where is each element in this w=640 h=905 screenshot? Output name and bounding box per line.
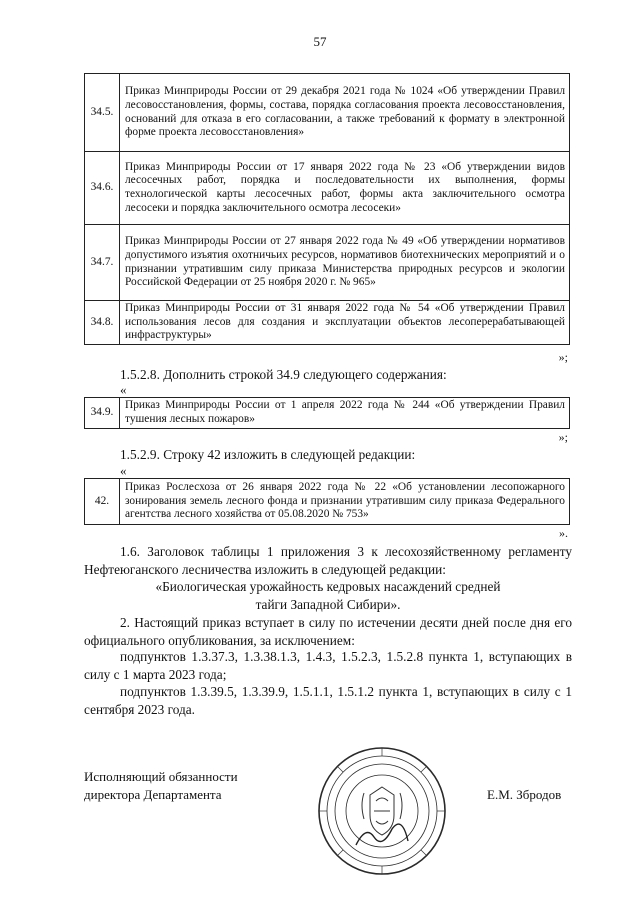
closing-quote: »; [558,350,568,364]
paragraph-1529: 1.5.2.9. Строку 42 изложить в следующей редакции: [120,447,416,462]
page-number: 57 [313,34,327,49]
paragraph-16: 1.6. Заголовок таблицы 1 приложения 3 к лесохозяйственному регламенту Нефтеюганского лесничества изложить в следующей редакции: [84,544,572,577]
row-text: Приказ Минприроды России от 17 января 2022 года № 23 «Об утверждении видов лесосечных работ, порядка и последовательности их выполнения, формы технологической карты лесосечных работ, формы акта заключительного осмотра лесосеки и порядка заключительного осмотра лесосеки» [120,152,570,225]
closing-quote: »; [558,430,568,444]
table-row [85,74,570,152]
paragraph-2-sub2: подпунктов 1.3.39.5, 1.3.39.9, 1.5.1.1, 1.5.1.2 пункта 1, вступающих в силу с 1 сентября 2023 года. [84,684,572,717]
signer-position-line: директора Департамента [84,787,222,802]
row-text: Приказ Минприроды России от 29 декабря 2021 года № 1024 «Об утверждении Правил лесовосстановления, формы, состава, порядка согласования проекта лесовосстановления, оснований для отказа в его согласовании, а также требований к формату в электронной форме проекта лесовосстановления» [120,74,570,152]
closing-quote: ». [559,526,568,540]
row-text: Приказ Рослесхоза от 26 января 2022 года № 22 «Об установлении лесопожарного зонирования земель лесного фонда и признании утратившим силу приказа Федерального агентства лесного хозяйства от 05.08.2020 № 753» [120,479,570,525]
table-row [85,398,570,429]
official-seal [316,745,448,877]
row-number: 34.5. [85,74,120,152]
row-number: 34.6. [85,152,120,225]
row-number: 34.7. [85,225,120,301]
opening-quote: « [120,463,127,478]
row-text: Приказ Минприроды России от 1 апреля 2022 года № 244 «Об утверждении Правил тушения лесных пожаров» [120,398,570,429]
signer-name: Е.М. Збродов [487,787,562,802]
table-row [85,152,570,225]
row-42-table [84,478,570,525]
row-number: 42. [85,479,120,525]
table-row [85,225,570,301]
row-text: Приказ Минприроды России от 31 января 2022 года № 54 «Об утверждении Правил использования лесов для создания и эксплуатации объектов лесоперерабатывающей инфраструктуры» [120,301,570,345]
row-number: 34.8. [85,301,120,345]
signer-position [84,768,238,804]
row-349-table [84,397,570,429]
paragraph-1528: 1.5.2.8. Дополнить строкой 34.9 следующего содержания: [120,367,447,382]
table-title-quote: «Биологическая урожайность кедровых насаждений средней тайги Западной Сибири». [155,579,501,612]
signer-position-line: Исполняющий обязанности [84,769,238,784]
paragraph-2-sub1: подпунктов 1.3.37.3, 1.3.38.1.3, 1.4.3, 1.5.2.3, 1.5.2.8 пункта 1, вступающих в силу с 1 марта 2023 года; [84,649,572,682]
opening-quote: « [120,382,127,397]
amendments-table [84,73,570,345]
row-text: Приказ Минприроды России от 27 января 2022 года № 49 «Об утверждении нормативов допустимого изъятия охотничьих ресурсов, нормативов биотехнических мероприятий и о признании утратившим силу приказа Министерства природных ресурсов и экологии Российской Федерации от 25 ноября 2020 г. № 965» [120,225,570,301]
row-number: 34.9. [85,398,120,429]
table-row [85,301,570,345]
paragraph-2: 2. Настоящий приказ вступает в силу по истечении десяти дней после дня его официального опубликования, за исключением: [84,615,572,648]
table-row [85,479,570,525]
